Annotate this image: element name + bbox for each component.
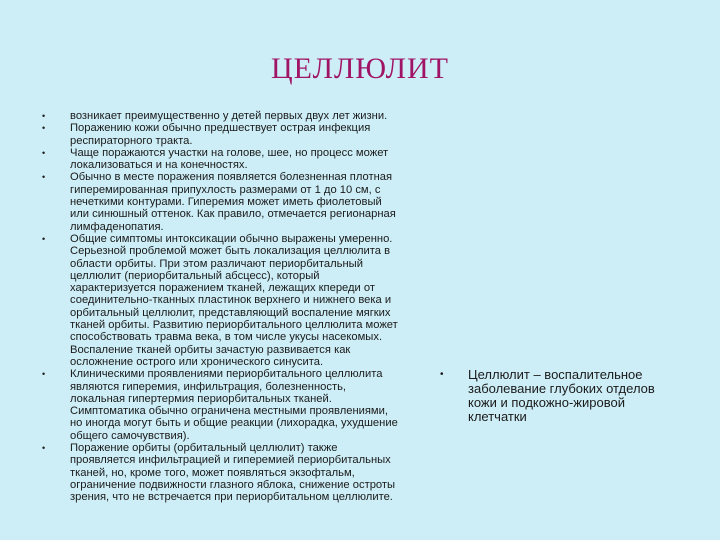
bullet-icon: • (42, 111, 46, 121)
list-item (42, 368, 402, 442)
item-text-continuation: Серьезной проблемой может быть локализация целлюлита в области орбиты. При этом различают периорбитальный целлюлит (периорбитальный абсцесс), который характеризуется поражением тканей, лежащих кпереди от соединительно-тканных пластинок верхнего и нижнего века и орбитальный целлюлит, представляющий воспаление мягких тканей орбиты. Развитию периорбитального целлюлита может способствовать травма века, в том числе укусы насекомых. Воспаление тканей орбиты зачастую развивается как осложнение острого или хронического синусита. (70, 245, 398, 368)
list-item (42, 110, 402, 122)
definition-text: Целлюлит – воспалительное заболевание глубоких отделов кожи и подкожно-жировой клетчатки (468, 367, 655, 424)
list-item (42, 171, 402, 232)
bullet-icon: • (42, 172, 46, 183)
bullet-icon: • (42, 443, 46, 454)
bullet-icon: • (440, 369, 444, 380)
item-text: Обычно в месте поражения появляется болезненная плотная гиперемированная припухлость размерами от 1 до 10 см, с нечеткими контурами. Гиперемия может иметь фиолетовый или синюшный оттенок. Как правило, отмечается регионарная лимфаденопатия. (70, 171, 396, 233)
list-item (42, 233, 402, 368)
list-item (42, 442, 402, 503)
bullet-icon: • (42, 369, 46, 380)
bullet-icon: • (42, 147, 46, 158)
item-text: Общие симптомы интоксикации обычно выражены умеренно. (70, 232, 393, 245)
bullet-icon: • (42, 123, 46, 134)
item-text: возникает преимущественно у детей первых двух лет жизни. (70, 110, 388, 122)
list-item (42, 147, 402, 172)
list-item (42, 122, 402, 147)
slide-title: ЦЕЛЛЮЛИТ (271, 52, 449, 85)
item-text: Чаще поражаются участки на голове, шее, но процесс может локализоваться и на конечностях. (70, 146, 389, 172)
list-item (440, 368, 670, 424)
bullet-icon: • (42, 233, 46, 244)
item-text: Поражению кожи обычно предшествует острая инфекция респираторного тракта. (70, 122, 371, 147)
right-bullet-list (440, 368, 670, 424)
item-text: Клиническими проявлениями периорбитального целлюлита являются гиперемия, инфильтрация, болезненность, локальная гипертермия периорбитальных тканей. Симптоматика обычно ограничена местными проявлениями, но иногда могут быть и общие реакции (лихорадка, ухудшение общего самочувствия). (70, 368, 398, 442)
left-bullet-list (42, 110, 402, 504)
item-text: Поражение орбиты (орбитальный целлюлит) также проявляется инфильтрацией и гиперемией периорбитальных тканей, но, кроме того, может появляться экзофтальм, ограничение подвижности глазного яблока, снижение остроты зрения, что не встречается при периорбитальном целлюлите. (70, 442, 396, 504)
